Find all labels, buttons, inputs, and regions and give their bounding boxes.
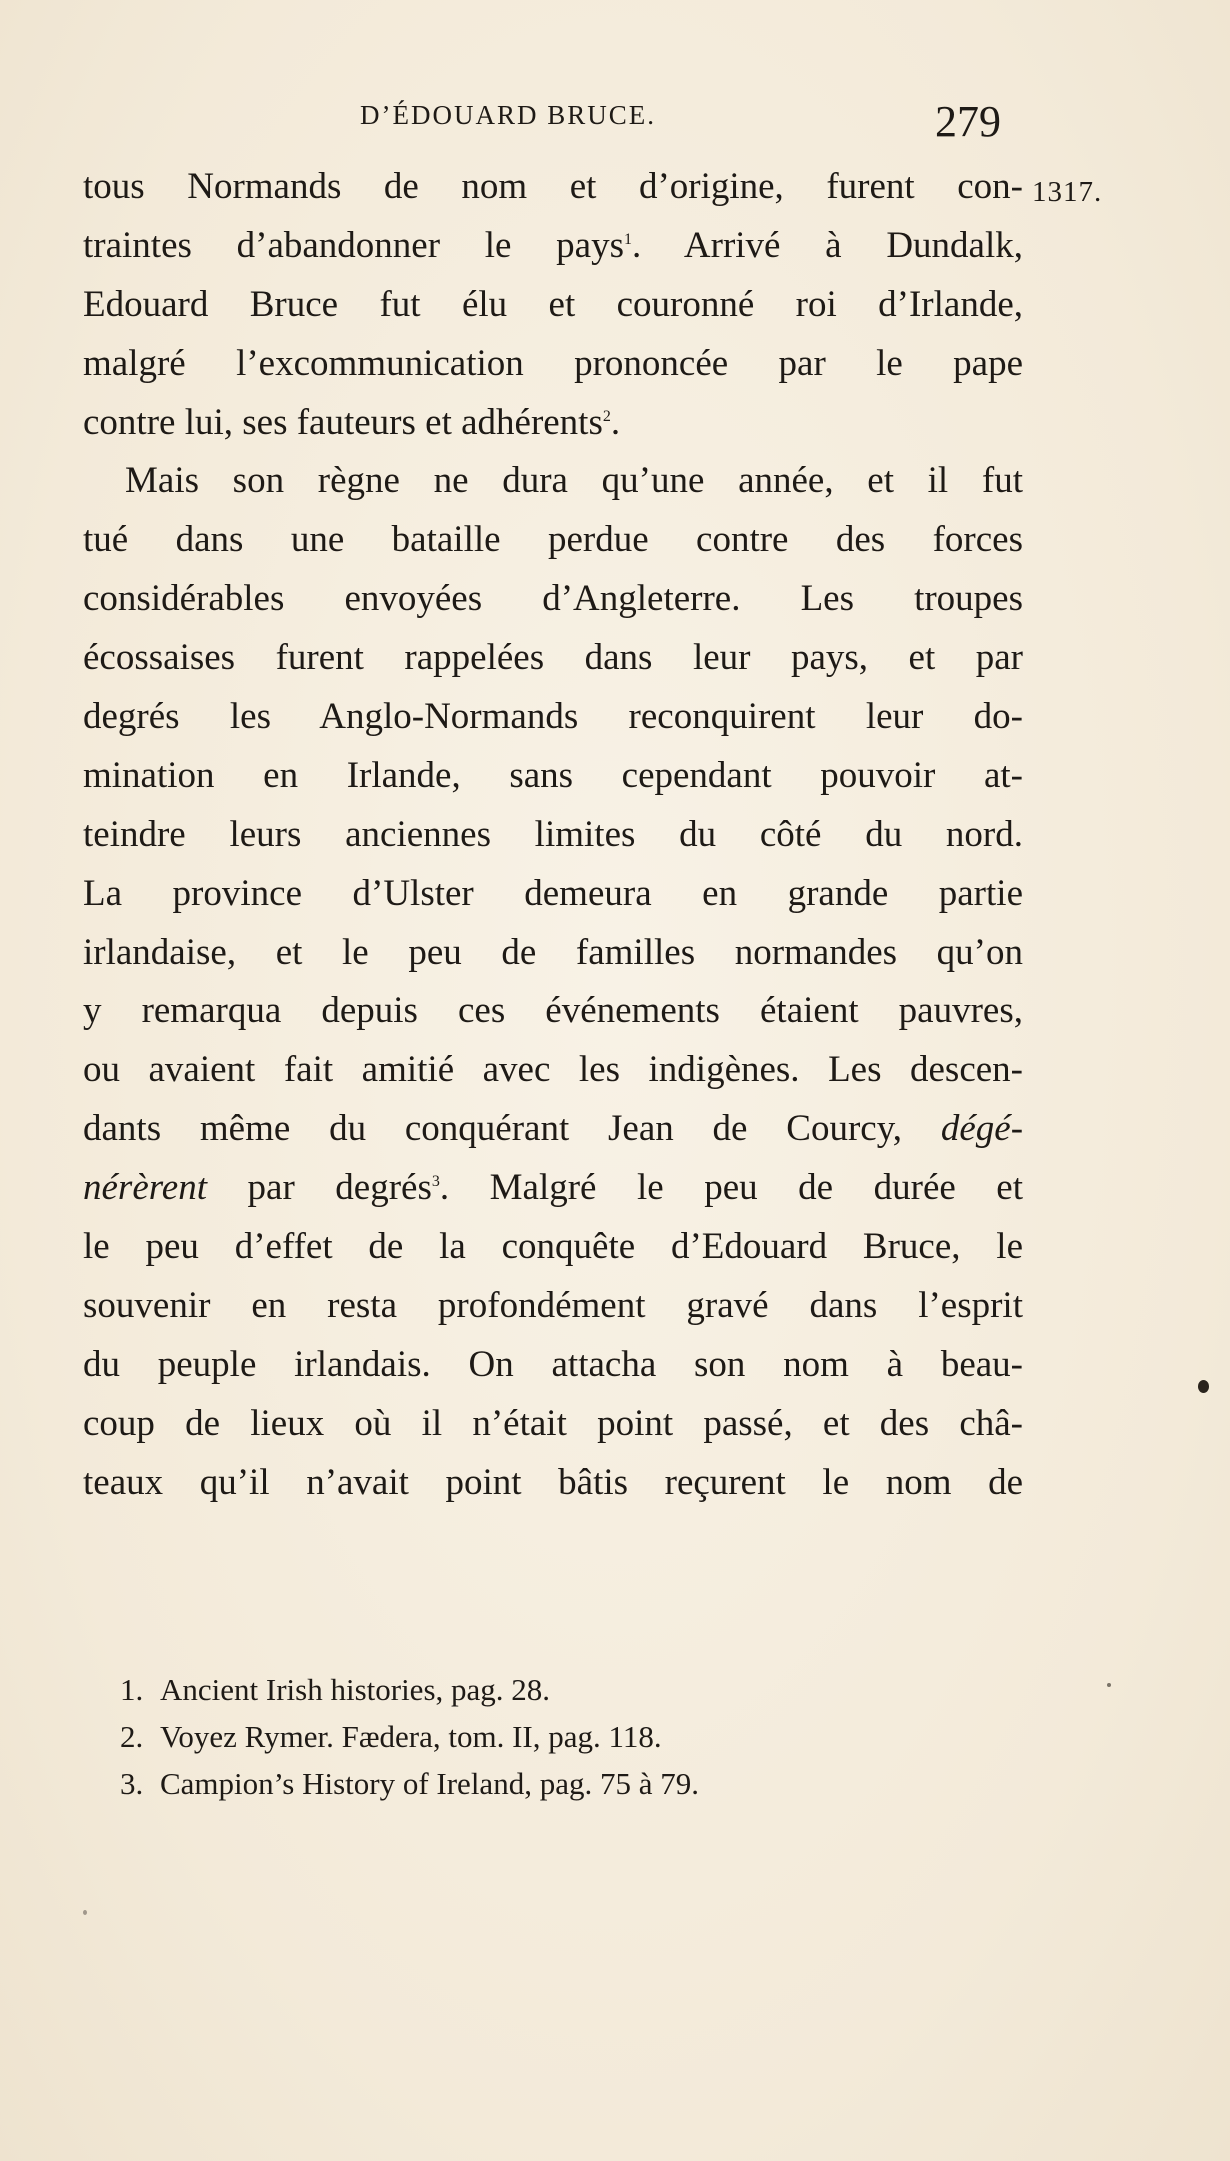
text-line	[83, 394, 1023, 453]
text-line: irlandaise, et le peu de familles normandes qu’on	[83, 931, 1023, 973]
text-line: degrés les Anglo-Normands reconquirent leur do-	[83, 696, 1023, 738]
text-line: écossaises furent rappelées dans leur pays, et par	[83, 637, 1023, 679]
text-line: souvenir en resta profondément gravé dans l’esprit	[83, 1284, 1023, 1326]
text-segment: traintes d’abandonner le pays	[83, 224, 624, 266]
footnote-number: 3.	[120, 1766, 144, 1801]
text-line: le peu d’effet de la conquête d’Edouard Bruce, le	[83, 1226, 1023, 1268]
footnote	[120, 1666, 940, 1713]
footnote-number: 1.	[120, 1672, 144, 1707]
footnote	[120, 1713, 940, 1760]
text-segment: contre lui, ses fauteurs et adhérents	[83, 401, 603, 443]
footnotes	[120, 1666, 940, 1807]
text-line: ou avaient fait amitié avec les indigènes. Les descen-	[83, 1049, 1023, 1091]
italic-text: nérèrent	[83, 1167, 207, 1209]
text-line: teaux qu’il n’avait point bâtis reçurent le nom de	[83, 1461, 1023, 1503]
text-line: tué dans une bataille perdue contre des forces	[83, 519, 1023, 561]
text-line: du peuple irlandais. On attacha son nom à beau-	[83, 1343, 1023, 1385]
text-segment: dants même du conquérant Jean de Courcy,	[83, 1108, 903, 1150]
footnote-ref: 1	[623, 230, 632, 248]
footnote-number: 2.	[120, 1719, 144, 1754]
text-line: y remarqua depuis ces événements étaient pauvres,	[83, 990, 1023, 1032]
text-line: tous Normands de nom et d’origine, furent con-	[83, 166, 1023, 207]
text-line: malgré l’excommunication prononcée par le pape	[83, 342, 1023, 384]
text-line	[83, 1159, 1023, 1218]
text-segment: .	[610, 401, 621, 443]
text-line: teindre leurs anciennes limites du côté du nord.	[83, 813, 1023, 855]
text-line: Edouard Bruce fut élu et couronné roi d’Irlande,	[83, 283, 1023, 325]
text-line: La province d’Ulster demeura en grande partie	[83, 872, 1023, 914]
text-line: Mais son règne ne dura qu’une année, et il fut	[125, 460, 1023, 502]
footnote-ref: 2	[602, 407, 611, 425]
page-number: 279	[935, 97, 1001, 146]
footnote-text: Ancient Irish histories, pag. 28.	[160, 1672, 551, 1707]
running-head: D’ÉDOUARD BRUCE.	[360, 100, 657, 130]
footnote	[120, 1760, 940, 1807]
margin-date-note: 1317.	[1032, 176, 1103, 208]
main-text	[83, 158, 1023, 1512]
footnote-text: Campion’s History of Ireland, pag. 75 à 79.	[160, 1766, 699, 1801]
footnote-text: Voyez Rymer. Fædera, tom. II, pag. 118.	[160, 1719, 662, 1754]
ink-speck	[1198, 1380, 1209, 1393]
footnote-ref: 3	[431, 1173, 440, 1191]
text-segment: . Malgré le peu de durée et	[439, 1167, 1024, 1209]
text-line: considérables envoyées d’Angleterre. Les troupes	[83, 578, 1023, 620]
text-line	[83, 217, 1023, 276]
text-line: coup de lieux où il n’était point passé, et des châ-	[83, 1402, 1023, 1444]
text-segment: . Arrivé à Dundalk,	[631, 224, 1023, 266]
text-segment: par degrés	[247, 1167, 432, 1209]
text-line: mination en Irlande, sans cependant pouvoir at-	[83, 754, 1023, 796]
ink-speck	[83, 1910, 87, 1915]
text-line	[83, 1100, 1023, 1159]
ink-speck	[1107, 1683, 1111, 1687]
italic-text: dégé-	[940, 1108, 1024, 1150]
